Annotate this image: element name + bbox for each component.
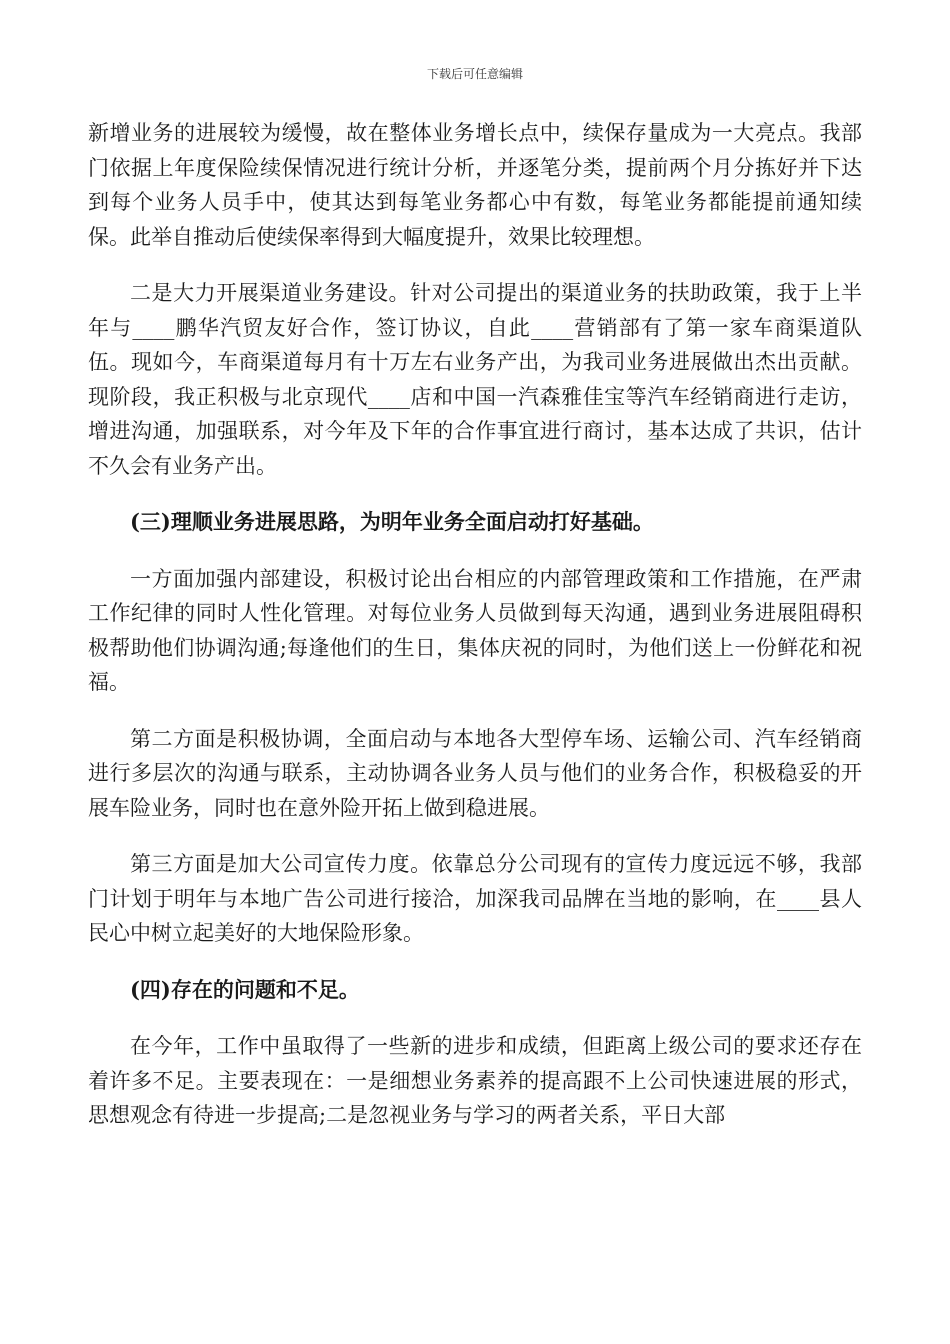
- section-heading-3: (三)理顺业务进展思路，为明年业务全面启动打好基础。: [130, 509, 654, 534]
- paragraph-problems: 在今年，工作中虽取得了一些新的进步和成绩，但距离上级公司的要求还存在着许多不足。主要表现在：一是细想业务素养的提高跟不上公司快速进展的形式，思想观念有待进一步提高;二是忽视业务与学习的两者关系，平日大部: [88, 1034, 862, 1127]
- section-heading-4: (四)存在的问题和不足。: [130, 976, 360, 1002]
- paragraph-publicity: 第三方面是加大公司宣传力度。依靠总分公司现有的宣传力度远远不够，我部门计划于明年与本地广告公司进行接洽，加深我司品牌在当地的影响，在____县人民心中树立起美好的大地保险形象。: [88, 852, 862, 945]
- paragraph-channel-business: 二是大力开展渠道业务建设。针对公司提出的渠道业务的扶助政策，我于上半年与____鹏华汽贸友好合作，签订协议，自此____营销部有了第一家车商渠道队伍。现如今，车商渠道每月有十万左右业务产出，为我司业务进展做出杰出贡献。现阶段，我正积极与北京现代____店和中国一汽森雅佳宝等汽车经销商进行走访，增进沟通，加强联系，对今年及下年的合作事宜进行商讨，基本达成了共识，估计不久会有业务产出。: [88, 281, 862, 478]
- document-body: [88, 116, 862, 1133]
- paragraph-coordination: 第二方面是积极协调，全面启动与本地各大型停车场、运输公司、汽车经销商进行多层次的沟通与联系，主动协调各业务人员与他们的业务合作，积极稳妥的开展车险业务，同时也在意外险开拓上做到稳进展。: [88, 726, 862, 820]
- page-header: 下载后可任意编辑: [426, 67, 523, 81]
- paragraph-internal-building: 一方面加强内部建设，积极讨论出台相应的内部管理政策和工作措施，在严肃工作纪律的同时人性化管理。对每位业务人员做到每天沟通，遇到业务进展阻碍积极帮助他们协调沟通;每逢他们的生日，集体庆祝的同时，为他们送上一份鲜花和祝福。: [88, 566, 862, 694]
- paragraph-continued: 新增业务的进展较为缓慢，故在整体业务增长点中，续保存量成为一大亮点。我部门依据上年度保险续保情况进行统计分析，并逐笔分类，提前两个月分拣好并下达到每个业务人员手中，使其达到每笔业务都心中有数，每笔业务都能提前通知续保。此举自推动后使续保率得到大幅度提升，效果比较理想。: [88, 121, 862, 249]
